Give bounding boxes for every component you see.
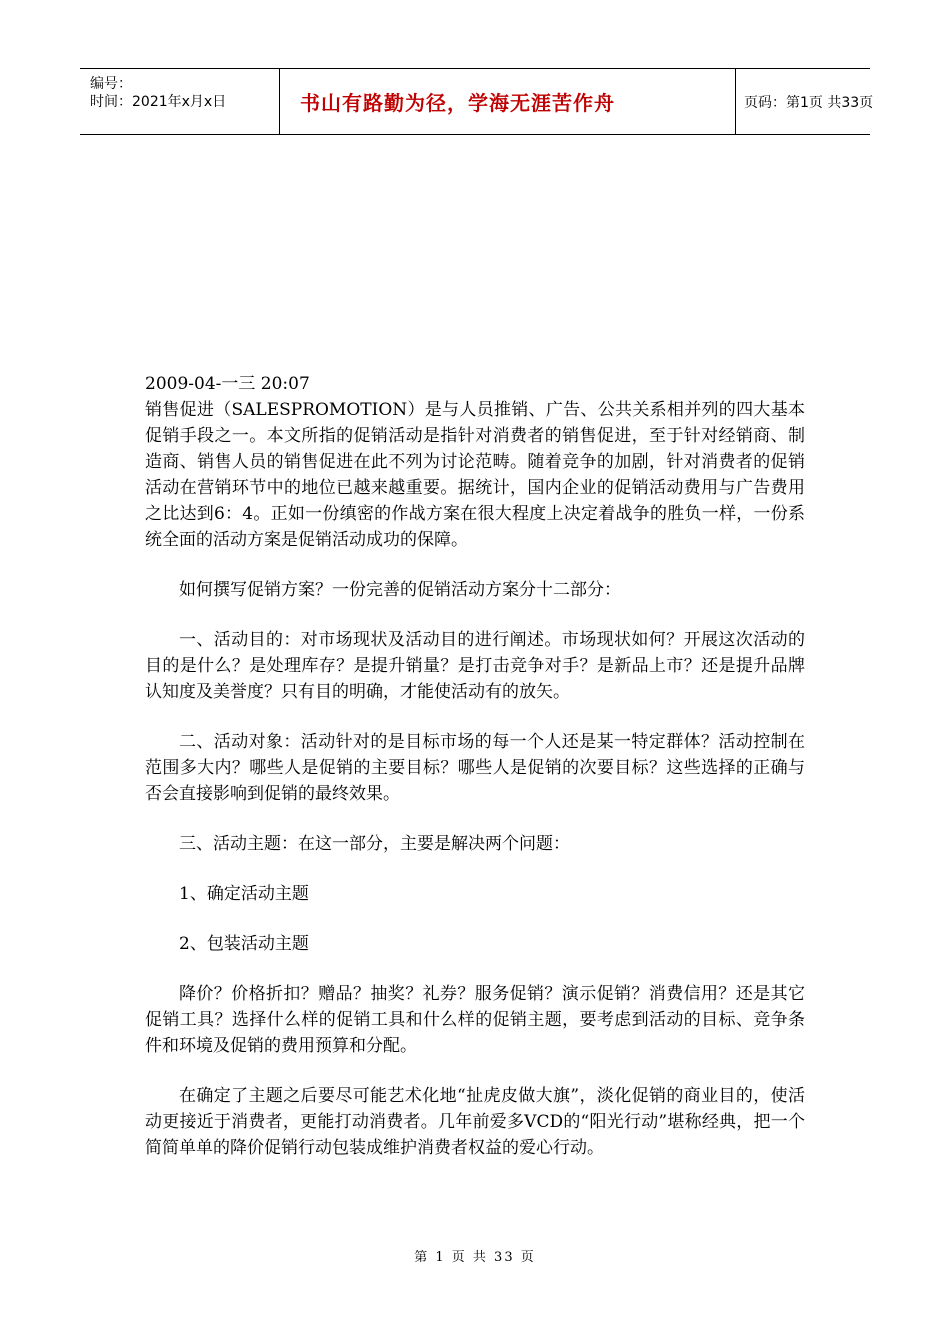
intro-text: 销售促进（SALESPROMOTION）是与人员推销、广告、公共关系相并列的四大基本促销手段之一。本文所指的促销活动是指针对消费者的销售促进，至于针对经销商、制造商、销售人员的销售促进在此不列为讨论范畴。随着竞争的加剧，针对消费者的促销活动在营销环节中的地位已越来越重要。据统计，国内企业的促销活动费用与广告费用之比达到6：4。正如一份缜密的作战方案在很大程度上决定着战争的胜负一样，一份系统全面的活动方案是促销活动成功的保障。	[145, 400, 805, 550]
intro-paragraph	[145, 371, 805, 553]
paragraph-theme-item-1: 1、确定活动主题	[179, 884, 309, 904]
document-body	[145, 371, 805, 1185]
paragraph-purpose: 一、活动目的：对市场现状及活动目的进行阐述。市场现状如何？开展这次活动的目的是什么？是处理库存？是提升销量？是打击竞争对手？是新品上市？还是提升品牌认知度及美誉度？只有目的明确，才能使活动有的放矢。	[145, 630, 805, 702]
paragraph-packaging: 在确定了主题之后要尽可能艺术化地“扯虎皮做大旗”，淡化促销的商业目的，使活动更接近于消费者，更能打动消费者。几年前爱多VCD的“阳光行动”堪称经典，把一个简简单单的降价促销行动包装成维护消费者权益的爱心行动。	[145, 1086, 805, 1158]
number-label: 编号：	[90, 76, 132, 92]
time-label: 时间：2021年x月x日	[90, 94, 227, 110]
paragraph-theme: 三、活动主题：在这一部分，主要是解决两个问题：	[179, 834, 570, 854]
header-meta	[80, 69, 280, 134]
header-page-code: 页码：第1页 共33页	[744, 94, 874, 111]
page-footer: 第 1 页 共 33 页	[414, 1250, 536, 1265]
paragraph-theme-item-2: 2、包装活动主题	[179, 934, 309, 954]
header-motto: 书山有路勤为径，学海无涯苦作舟	[280, 69, 736, 134]
page-header	[80, 68, 874, 135]
paragraph-overview: 如何撰写促销方案？一份完善的促销活动方案分十二部分：	[179, 580, 621, 600]
post-date: 2009-04-一三 20:07	[145, 374, 310, 394]
paragraph-tools: 降价？价格折扣？赠品？抽奖？礼券？服务促销？演示促销？消费信用？还是其它促销工具？选择什么样的促销工具和什么样的促销主题，要考虑到活动的目标、竞争条件和环境及促销的费用预算和分配。	[145, 984, 805, 1056]
paragraph-audience: 二、活动对象：活动针对的是目标市场的每一个人还是某一特定群体？活动控制在范围多大内？哪些人是促销的主要目标？哪些人是促销的次要目标？这些选择的正确与否会直接影响到促销的最终效果。	[145, 732, 805, 804]
